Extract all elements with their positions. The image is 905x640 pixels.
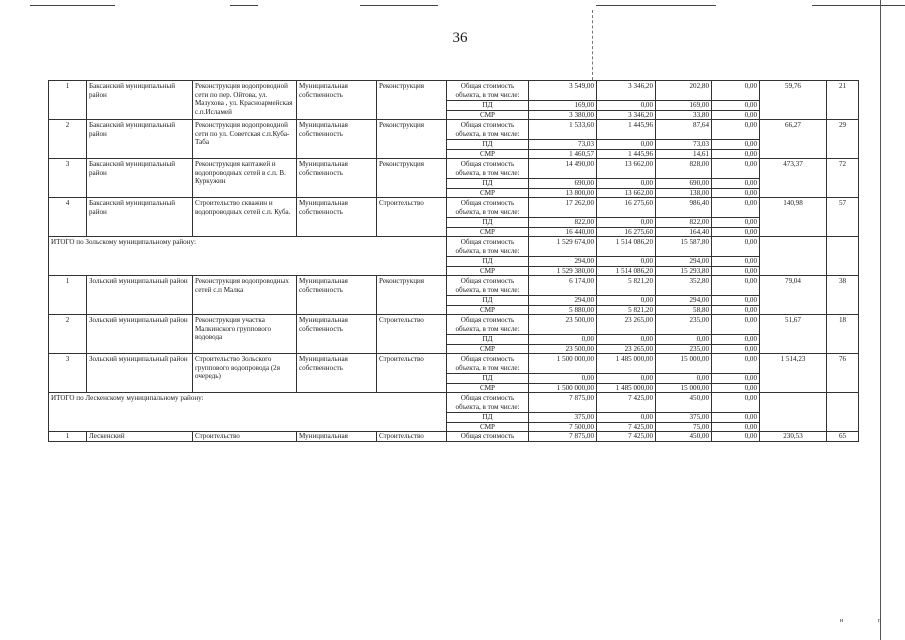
population-cell: 29 [827, 120, 859, 159]
itogo-pd-amount-4: 0,00 [712, 413, 760, 423]
capacity-cell: 51,67 [760, 315, 827, 354]
district-cell: Баксанский муниципальный район [87, 120, 193, 159]
smr-amount-2: 3 346,20 [597, 110, 656, 120]
district-cell: Зольский муниципальный район [87, 354, 193, 393]
pd-label: ПД [447, 218, 529, 228]
smr-amount-2: 1 445,96 [597, 149, 656, 159]
last-total-amount-3: 450,00 [656, 432, 712, 442]
district-cell: Зольский муниципальный район [87, 315, 193, 354]
smr-amount-4: 0,00 [712, 110, 760, 120]
object-name-cell: Реконструкция водопроводных сетей с.п Малка [193, 276, 297, 315]
row-number: 4 [49, 198, 87, 237]
smr-amount-4: 0,00 [712, 305, 760, 315]
itogo-pd-amount-2: 0,00 [597, 257, 656, 267]
total-amount-4: 0,00 [712, 315, 760, 335]
ownership-cell: Муниципальная собственность [297, 276, 377, 315]
smr-amount-3: 164,40 [656, 227, 712, 237]
pd-amount-3: 0,00 [656, 374, 712, 384]
itogo-label: ИТОГО по Зольскому муниципальному району: [49, 237, 447, 276]
last-total-amount-4: 0,00 [712, 432, 760, 442]
ownership-cell: Муниципальная собственность [297, 354, 377, 393]
population-cell: 21 [827, 81, 859, 120]
smr-amount-2: 16 275,60 [597, 227, 656, 237]
smr-amount-1: 1 460,57 [529, 149, 597, 159]
itogo-smr-amount-4: 0,00 [712, 422, 760, 432]
pd-amount-4: 0,00 [712, 218, 760, 228]
itogo-total-amount-1: 7 875,00 [529, 393, 597, 413]
total-amount-1: 3 549,00 [529, 81, 597, 101]
total-cost-label: Общая стоимость объекта, в том числе: [447, 354, 529, 374]
pd-amount-3: 294,00 [656, 296, 712, 306]
total-amount-4: 0,00 [712, 81, 760, 101]
object-name-cell: Строительство [193, 432, 297, 442]
itogo-smr-amount-3: 15 293,80 [656, 266, 712, 276]
pd-amount-1: 0,00 [529, 374, 597, 384]
pd-amount-1: 294,00 [529, 296, 597, 306]
pd-amount-2: 0,00 [597, 179, 656, 189]
ownership-cell: Муниципальная собственность [297, 315, 377, 354]
capacity-cell: 59,76 [760, 81, 827, 120]
pd-amount-3: 73,03 [656, 140, 712, 150]
total-amount-2: 23 265,00 [597, 315, 656, 335]
smr-amount-4: 0,00 [712, 344, 760, 354]
smr-amount-3: 138,00 [656, 188, 712, 198]
itogo-smr-amount-1: 7 500,00 [529, 422, 597, 432]
work-type-cell: Строительство [377, 315, 447, 354]
itogo-total-amount-1: 1 529 674,00 [529, 237, 597, 257]
pd-amount-3: 690,00 [656, 179, 712, 189]
itogo-row [49, 393, 859, 413]
work-type-cell: Реконструкция [377, 159, 447, 198]
total-cost-label: Общая стоимость объекта, в том числе: [447, 120, 529, 140]
itogo-total-amount-4: 0,00 [712, 237, 760, 257]
total-amount-1: 14 490,00 [529, 159, 597, 179]
work-type-cell: Реконструкция [377, 81, 447, 120]
total-amount-1: 17 262,00 [529, 198, 597, 218]
object-name-cell: Строительство Зольского группового водопровода (2я очередь) [193, 354, 297, 393]
itogo-total-amount-2: 7 425,00 [597, 393, 656, 413]
empty-cell [760, 237, 827, 276]
smr-amount-4: 0,00 [712, 383, 760, 393]
total-amount-2: 1 485 000,00 [597, 354, 656, 374]
scan-line [812, 5, 905, 6]
smr-amount-2: 23 265,00 [597, 344, 656, 354]
capacity-cell: 140,98 [760, 198, 827, 237]
total-amount-4: 0,00 [712, 198, 760, 218]
ownership-cell: Муниципальная [297, 432, 377, 442]
total-cost-label: Общая стоимость объекта, в том числе: [447, 393, 529, 413]
row-number: 2 [49, 315, 87, 354]
object-name-cell: Строительство скважин и водопроводных сетей с.п. Куба. [193, 198, 297, 237]
district-cell: Лескенский [87, 432, 193, 442]
pd-amount-2: 0,00 [597, 101, 656, 111]
total-amount-1: 1 500 000,00 [529, 354, 597, 374]
itogo-label: ИТОГО по Лескенскому муниципальному району: [49, 393, 447, 432]
itogo-smr-amount-2: 1 514 086,20 [597, 266, 656, 276]
itogo-pd-amount-1: 375,00 [529, 413, 597, 423]
total-amount-3: 828,00 [656, 159, 712, 179]
empty-cell [827, 393, 859, 432]
population-cell: 76 [827, 354, 859, 393]
smr-amount-2: 1 485 000,00 [597, 383, 656, 393]
smr-amount-4: 0,00 [712, 227, 760, 237]
total-amount-3: 87,64 [656, 120, 712, 140]
total-amount-1: 23 500,00 [529, 315, 597, 335]
smr-amount-3: 33,80 [656, 110, 712, 120]
pd-amount-3: 169,00 [656, 101, 712, 111]
pd-amount-2: 0,00 [597, 335, 656, 345]
smr-amount-1: 13 800,00 [529, 188, 597, 198]
population-cell: 72 [827, 159, 859, 198]
district-cell: Баксанский муниципальный район [87, 81, 193, 120]
smr-label: СМР [447, 383, 529, 393]
itogo-pd-amount-1: 294,00 [529, 257, 597, 267]
pd-amount-1: 0,00 [529, 335, 597, 345]
smr-amount-3: 14,61 [656, 149, 712, 159]
row-number: 1 [49, 81, 87, 120]
total-amount-2: 3 346,20 [597, 81, 656, 101]
pd-label: ПД [447, 179, 529, 189]
itogo-smr-amount-3: 75,00 [656, 422, 712, 432]
itogo-row [49, 237, 859, 257]
itogo-total-amount-3: 15 587,80 [656, 237, 712, 257]
smr-amount-2: 13 662,00 [597, 188, 656, 198]
fold-line [592, 10, 593, 80]
corner-mark-right: г [878, 618, 881, 624]
itogo-smr-amount-2: 7 425,00 [597, 422, 656, 432]
pd-amount-4: 0,00 [712, 374, 760, 384]
capacity-cell: 230,53 [760, 432, 827, 442]
table-row [49, 120, 859, 140]
corner-mark-left: н [840, 618, 844, 624]
pd-label: ПД [447, 140, 529, 150]
itogo-pd-amount-2: 0,00 [597, 413, 656, 423]
pd-amount-4: 0,00 [712, 101, 760, 111]
total-amount-3: 202,80 [656, 81, 712, 101]
population-cell: 18 [827, 315, 859, 354]
row-number: 1 [49, 276, 87, 315]
pd-amount-1: 73,03 [529, 140, 597, 150]
total-cost-label: Общая стоимость объекта, в том числе: [447, 237, 529, 257]
total-amount-4: 0,00 [712, 354, 760, 374]
total-amount-2: 5 821,20 [597, 276, 656, 296]
smr-amount-4: 0,00 [712, 188, 760, 198]
pd-label: ПД [447, 101, 529, 111]
row-number: 3 [49, 354, 87, 393]
scan-line [230, 5, 258, 6]
smr-label: СМР [447, 227, 529, 237]
work-type-cell: Реконструкция [377, 276, 447, 315]
population-cell: 57 [827, 198, 859, 237]
scan-line [360, 5, 438, 6]
total-amount-1: 6 174,00 [529, 276, 597, 296]
table-row [49, 198, 859, 218]
smr-label: СМР [447, 266, 529, 276]
itogo-total-amount-3: 450,00 [656, 393, 712, 413]
itogo-total-amount-2: 1 514 086,20 [597, 237, 656, 257]
table-row [49, 276, 859, 296]
capacity-cell: 79,04 [760, 276, 827, 315]
itogo-total-amount-4: 0,00 [712, 393, 760, 413]
smr-amount-1: 16 440,00 [529, 227, 597, 237]
total-amount-2: 16 275,60 [597, 198, 656, 218]
pd-amount-2: 0,00 [597, 140, 656, 150]
total-amount-3: 352,80 [656, 276, 712, 296]
total-cost-label: Общая стоимость объекта, в том числе: [447, 81, 529, 101]
empty-cell [760, 393, 827, 432]
total-cost-label: Общая стоимость [447, 432, 529, 442]
itogo-pd-amount-3: 294,00 [656, 257, 712, 267]
pd-label: ПД [447, 413, 529, 423]
pd-amount-1: 822,00 [529, 218, 597, 228]
smr-amount-3: 15 000,00 [656, 383, 712, 393]
total-amount-1: 1 533,60 [529, 120, 597, 140]
itogo-pd-amount-3: 375,00 [656, 413, 712, 423]
last-total-amount-1: 7 875,00 [529, 432, 597, 442]
object-name-cell: Реконструкция водопроводной сети по ул. Советская с.п.Куба-Таба [193, 120, 297, 159]
table-row [49, 159, 859, 179]
total-amount-4: 0,00 [712, 159, 760, 179]
ownership-cell: Муниципальная собственность [297, 81, 377, 120]
smr-label: СМР [447, 110, 529, 120]
itogo-smr-amount-4: 0,00 [712, 266, 760, 276]
itogo-pd-amount-4: 0,00 [712, 257, 760, 267]
table-row-partial [49, 432, 859, 442]
itogo-smr-amount-1: 1 529 380,00 [529, 266, 597, 276]
work-type-cell: Строительство [377, 354, 447, 393]
total-amount-2: 13 662,00 [597, 159, 656, 179]
work-type-cell: Строительство [377, 432, 447, 442]
ownership-cell: Муниципальная собственность [297, 159, 377, 198]
smr-amount-4: 0,00 [712, 149, 760, 159]
capacity-cell: 473,37 [760, 159, 827, 198]
row-number: 1 [49, 432, 87, 442]
table-row [49, 354, 859, 374]
district-cell: Баксанский муниципальный район [87, 198, 193, 237]
pd-amount-4: 0,00 [712, 296, 760, 306]
pd-amount-2: 0,00 [597, 374, 656, 384]
district-cell: Зольский муниципальный район [87, 276, 193, 315]
pd-amount-4: 0,00 [712, 140, 760, 150]
budget-table [48, 80, 859, 442]
table-row [49, 315, 859, 335]
pd-amount-1: 690,00 [529, 179, 597, 189]
smr-label: СМР [447, 149, 529, 159]
smr-label: СМР [447, 305, 529, 315]
last-total-amount-2: 7 425,00 [597, 432, 656, 442]
smr-amount-3: 235,00 [656, 344, 712, 354]
pd-amount-3: 0,00 [656, 335, 712, 345]
total-amount-2: 1 445,96 [597, 120, 656, 140]
capacity-cell: 66,27 [760, 120, 827, 159]
smr-label: СМР [447, 422, 529, 432]
work-type-cell: Реконструкция [377, 120, 447, 159]
pd-amount-1: 169,00 [529, 101, 597, 111]
total-amount-3: 15 000,00 [656, 354, 712, 374]
table-row [49, 81, 859, 101]
row-number: 3 [49, 159, 87, 198]
pd-label: ПД [447, 257, 529, 267]
scan-line [30, 5, 115, 6]
district-cell: Баксанский муниципальный район [87, 159, 193, 198]
scan-line [596, 5, 716, 6]
object-name-cell: Реконструкция участка Малкинского группового водовода [193, 315, 297, 354]
smr-amount-1: 1 500 000,00 [529, 383, 597, 393]
pd-label: ПД [447, 335, 529, 345]
object-name-cell: Реконструкция водопроводной сети по пер. Ойтова, ул. Мазухова , ул. Красноармейская с.п.Исламей [193, 81, 297, 120]
page-number: 36 [452, 30, 468, 46]
pd-amount-3: 822,00 [656, 218, 712, 228]
pd-label: ПД [447, 296, 529, 306]
pd-label: ПД [447, 374, 529, 384]
total-cost-label: Общая стоимость объекта, в том числе: [447, 198, 529, 218]
ownership-cell: Муниципальная собственность [297, 120, 377, 159]
pd-amount-2: 0,00 [597, 218, 656, 228]
total-cost-label: Общая стоимость объекта, в том числе: [447, 315, 529, 335]
pd-amount-2: 0,00 [597, 296, 656, 306]
smr-amount-1: 3 380,00 [529, 110, 597, 120]
total-amount-3: 986,40 [656, 198, 712, 218]
smr-amount-3: 58,80 [656, 305, 712, 315]
total-amount-4: 0,00 [712, 276, 760, 296]
smr-amount-2: 5 821,20 [597, 305, 656, 315]
smr-label: СМР [447, 344, 529, 354]
total-cost-label: Общая стоимость объекта, в том числе: [447, 276, 529, 296]
object-name-cell: Реконструкция каптажей и водопроводных сетей в с.п. В. Куркужин [193, 159, 297, 198]
smr-amount-1: 23 500,00 [529, 344, 597, 354]
scan-edge-line [880, 0, 881, 640]
pd-amount-4: 0,00 [712, 179, 760, 189]
pd-amount-4: 0,00 [712, 335, 760, 345]
population-cell: 65 [827, 432, 859, 442]
population-cell: 38 [827, 276, 859, 315]
total-amount-3: 235,00 [656, 315, 712, 335]
total-cost-label: Общая стоимость объекта, в том числе: [447, 159, 529, 179]
capacity-cell: 1 514,23 [760, 354, 827, 393]
ownership-cell: Муниципальная собственность [297, 198, 377, 237]
work-type-cell: Строительство [377, 198, 447, 237]
smr-label: СМР [447, 188, 529, 198]
empty-cell [827, 237, 859, 276]
total-amount-4: 0,00 [712, 120, 760, 140]
smr-amount-1: 5 880,00 [529, 305, 597, 315]
row-number: 2 [49, 120, 87, 159]
